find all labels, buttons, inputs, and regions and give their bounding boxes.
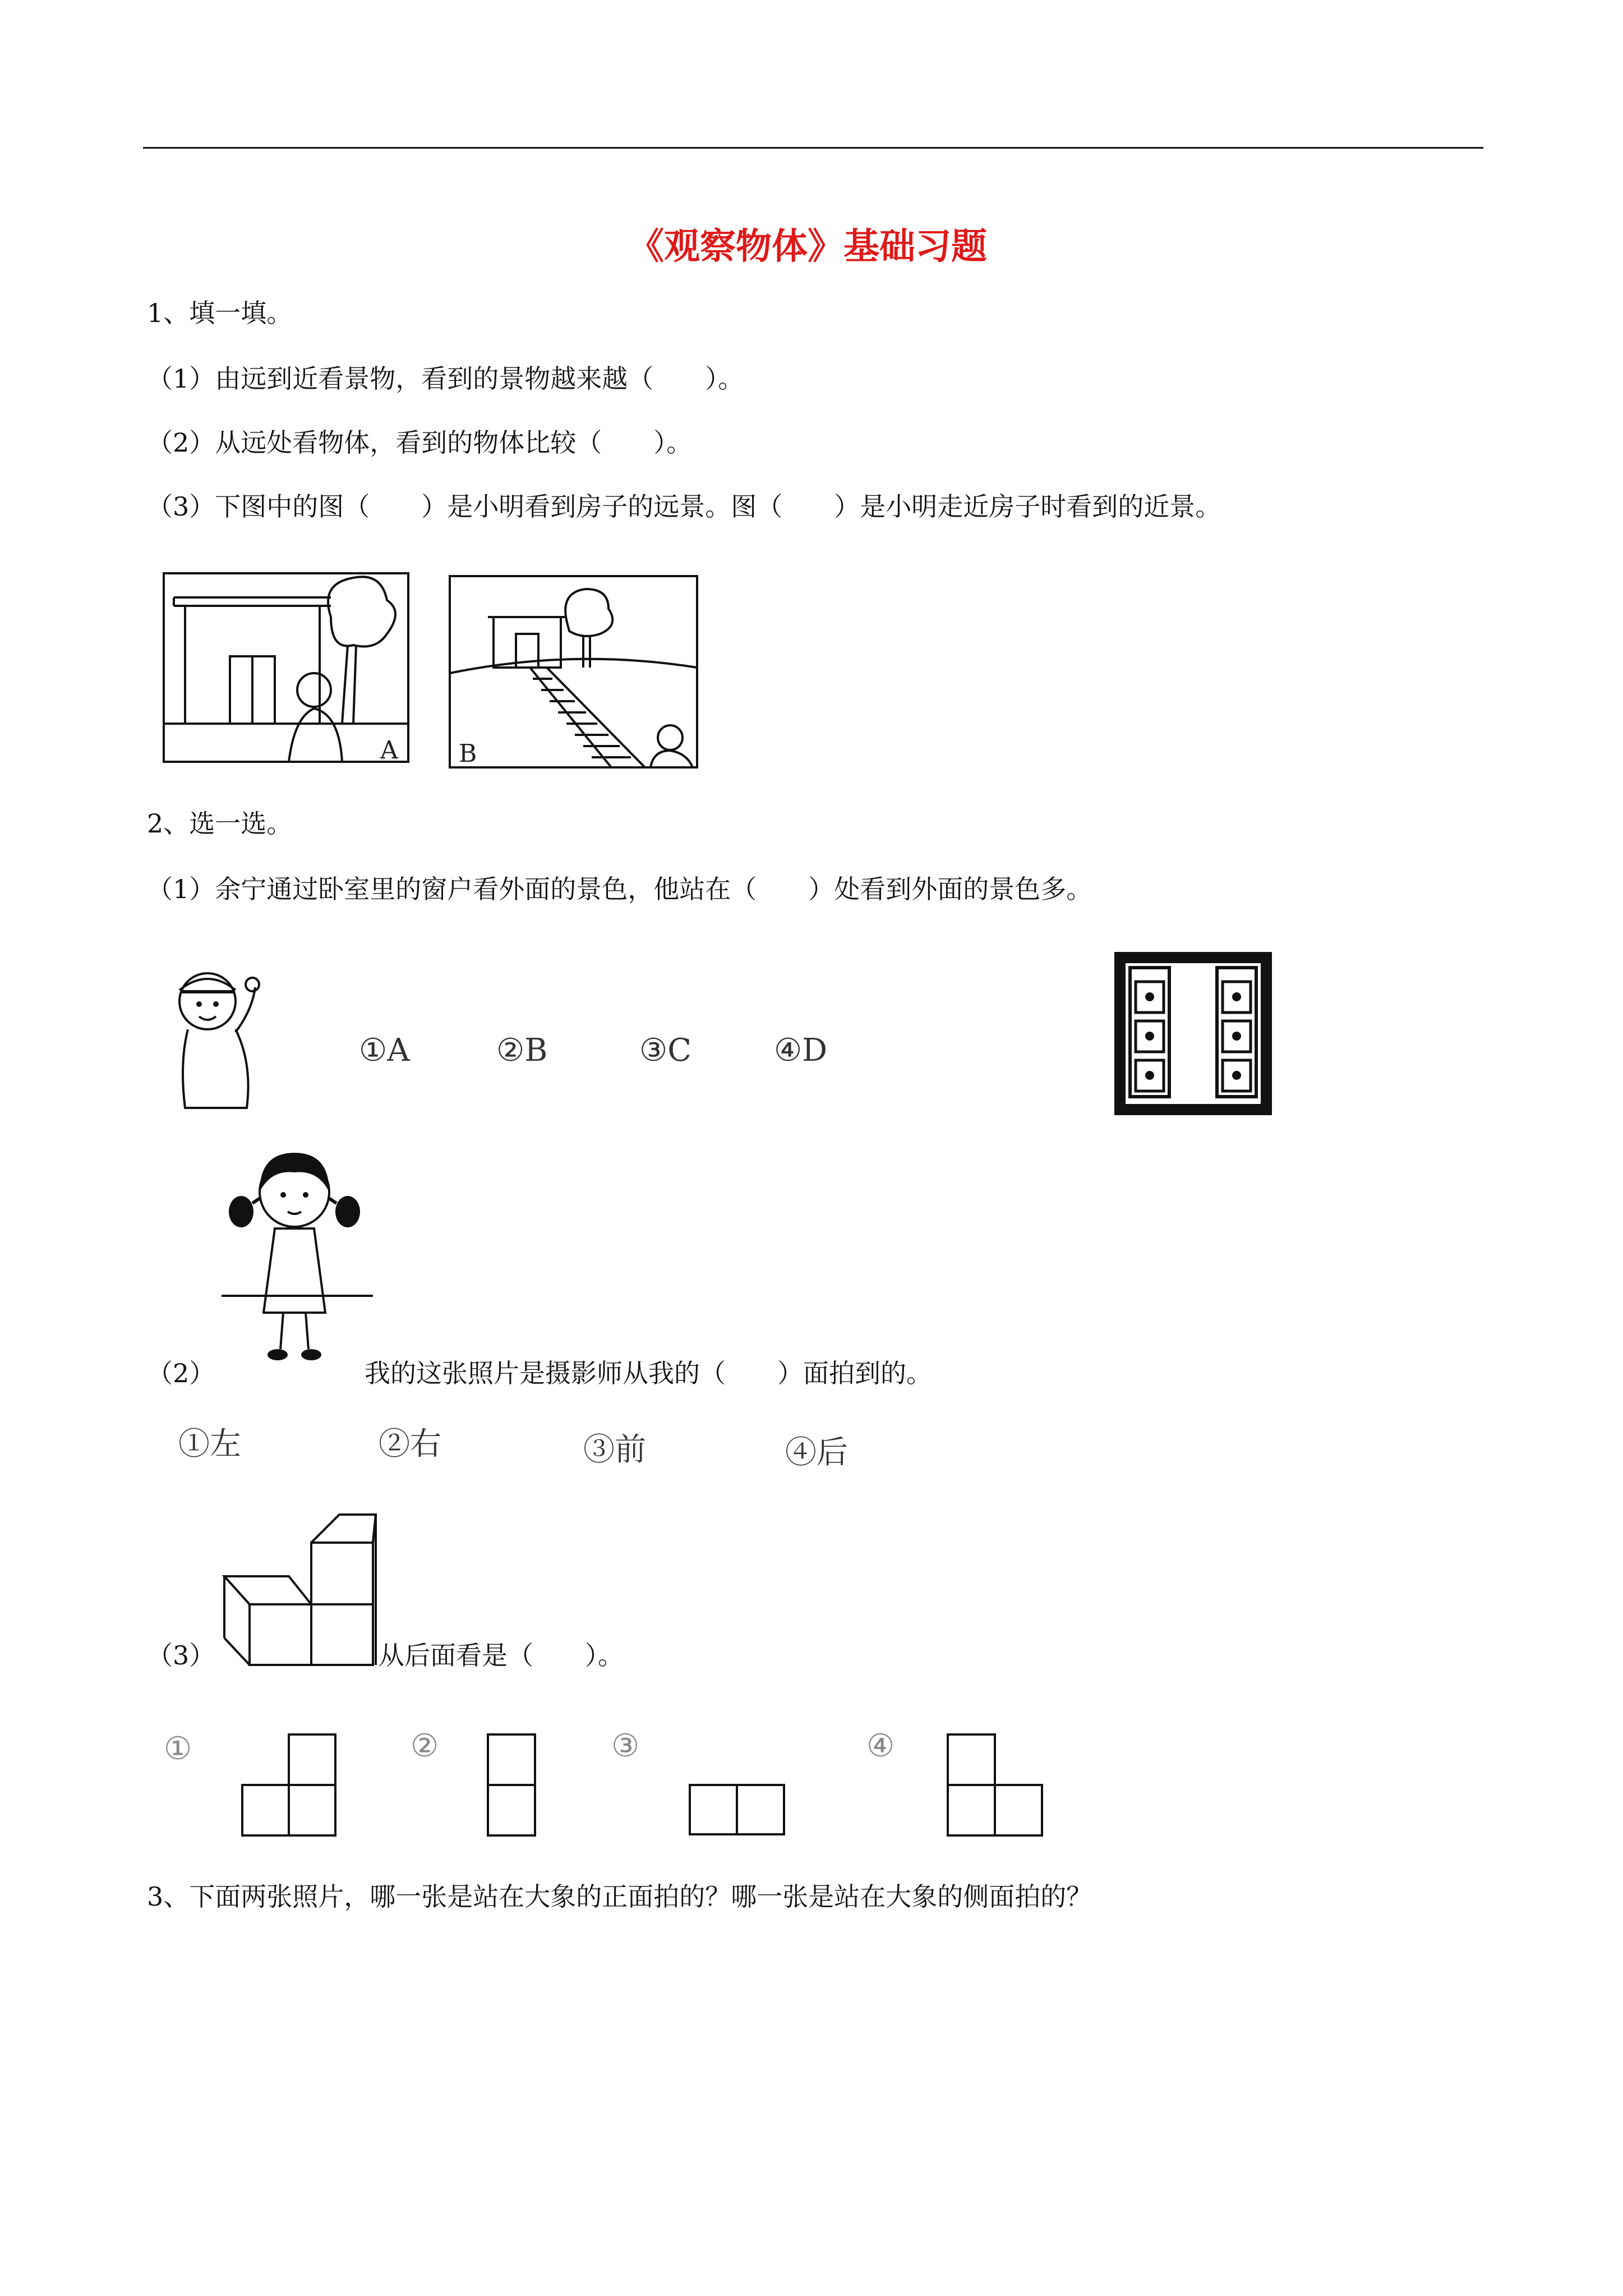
- girl-photo-illustration: [222, 1144, 373, 1369]
- option-c[interactable]: ③C: [639, 1032, 692, 1069]
- option-left[interactable]: ①左: [178, 1426, 241, 1462]
- picture-a-label: A: [380, 736, 398, 765]
- section2-question-1: （1）余宁通过卧室里的窗户看外面的景色，他站在（ ）处看到外面的景色多。: [147, 874, 1092, 904]
- house-near-view-picture: [163, 572, 409, 763]
- boy-pointing-illustration: [168, 965, 264, 1116]
- section3-heading: 3、下面两张照片，哪一张是站在大象的正面拍的？哪一张是站在大象的侧面拍的？: [147, 1881, 1092, 1912]
- section2-question-3-number: （3）: [147, 1640, 215, 1671]
- section2-question-2: 我的这张照片是摄影师从我的（ ）面拍到的。: [365, 1358, 932, 1388]
- page-title: 《观察物体》基础习题: [628, 226, 987, 268]
- view-option-1-shape[interactable]: [241, 1733, 336, 1837]
- option-d[interactable]: ④D: [774, 1032, 828, 1069]
- bedroom-window-illustration: [1113, 951, 1273, 1116]
- option-right[interactable]: ②右: [379, 1426, 441, 1462]
- view-option-4-mark[interactable]: ④: [866, 1728, 895, 1764]
- section2-heading: 2、选一选。: [147, 808, 293, 839]
- option-b[interactable]: ②B: [496, 1032, 548, 1069]
- view-option-1-mark[interactable]: ①: [164, 1731, 192, 1767]
- section1-question-1: （1）由远到近看景物，看到的景物越来越（ ）。: [147, 364, 744, 394]
- option-back[interactable]: ④后: [785, 1434, 848, 1471]
- view-option-2-mark[interactable]: ②: [411, 1728, 439, 1764]
- section1-question-3: （3）下图中的图（ ）是小明看到房子的远景。图（ ）是小明走近房子时看到的近景。: [147, 491, 1221, 522]
- option-a[interactable]: ①A: [359, 1032, 410, 1069]
- section2-question-2-number: （2）: [147, 1358, 215, 1388]
- view-option-3-shape[interactable]: [689, 1784, 785, 1837]
- section1-question-2: （2）从远处看物体，看到的物体比较（ ）。: [147, 427, 693, 458]
- top-rule: [143, 147, 1483, 149]
- cube-stack-illustration: [222, 1506, 379, 1666]
- view-option-3-mark[interactable]: ③: [611, 1728, 640, 1764]
- picture-b-label: B: [459, 739, 477, 768]
- section2-question-3: 从后面看是（ ）。: [379, 1640, 624, 1671]
- section1-heading: 1、填一填。: [147, 298, 293, 328]
- view-option-2-shape[interactable]: [487, 1733, 537, 1837]
- house-far-view-picture: [449, 575, 698, 769]
- option-front[interactable]: ③前: [583, 1432, 646, 1468]
- view-option-4-shape[interactable]: [947, 1733, 1043, 1837]
